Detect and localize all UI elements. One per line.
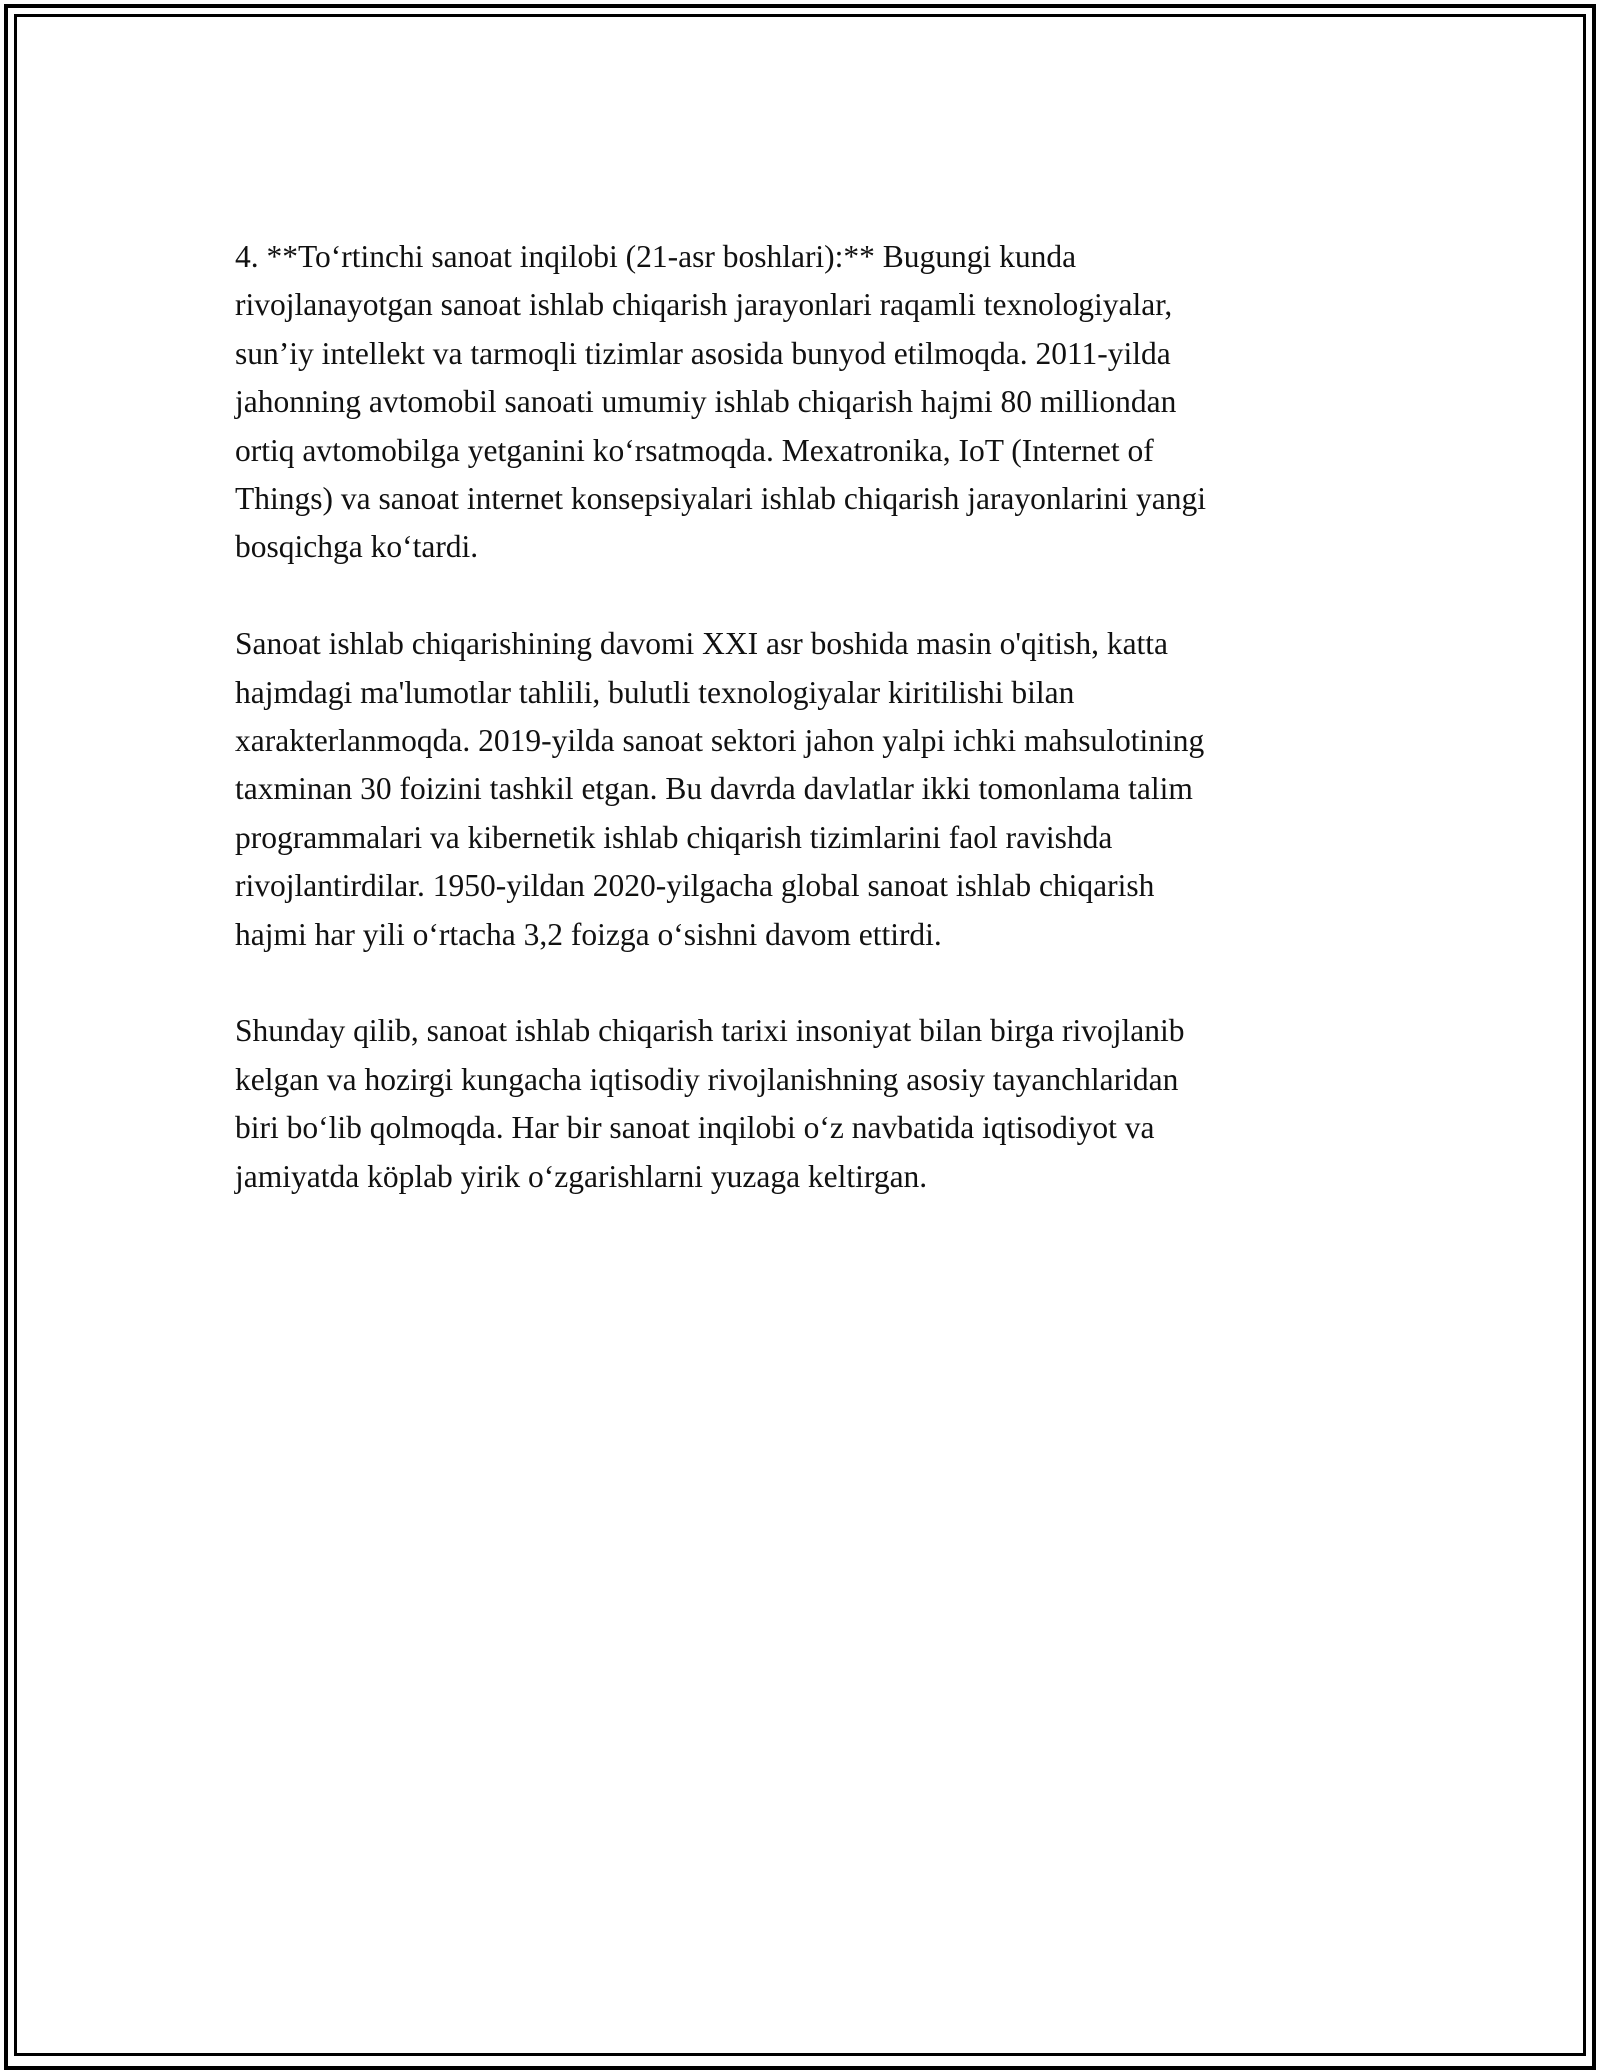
paragraph-fourth-industrial-revolution: 4. **To‘rtinchi sanoat inqilobi (21-asr boshlari):** Bugungi kunda rivojlanayotgan sanoat ishlab chiqarish jarayonlari raqamli texnologiyalar, sun’iy intellekt va tarmoqli tizimlar asosida bunyod etilmoqda. 2011-yilda jahonning avtomobil sanoati umumiy ishlab chiqarish hajmi 80 milliondan ortiq avtomobilga yetganini ko‘rsatmoqda. Mexatronika, IoT (Internet of Things) va sanoat internet konsepsiyalari ishlab chiqarish jarayonlarini yangi bosqichga ko‘tardi. [235,239,1206,565]
paragraph-conclusion: Shunday qilib, sanoat ishlab chiqarish tarixi insoniyat bilan birga rivojlanib kelgan va hozirgi kungacha iqtisodiy rivojlanishning asosiy tayanchlaridan biri bo‘lib qolmoqda. Har bir sanoat inqilobi o‘z navbatida iqtisodiyot va jamiyatda köplab yirik o‘zgarishlarni yuzaga keltirgan. [235,1013,1185,1194]
paragraph-21st-century-industry: Sanoat ishlab chiqarishining davomi XXI asr boshida masin o'qitish, katta hajmdagi ma'lumotlar tahlili, bulutli texnologiyalar kiritilishi bilan xarakterlanmoqda. 2019-yilda sanoat sektori jahon yalpi ichki mahsulotining taxminan 30 foizini tashkil etgan. Bu davrda davlatlar ikki tomonlama talim programmalari va kibernetik ishlab chiqarish tizimlarini faol ravishda rivojlantirdilar. 1950-yildan 2020-yilgacha global sanoat ishlab chiqarish hajmi har yili o‘rtacha 3,2 foizga o‘sishni davom ettirdi. [235,626,1205,952]
document-body [235,233,1385,1249]
